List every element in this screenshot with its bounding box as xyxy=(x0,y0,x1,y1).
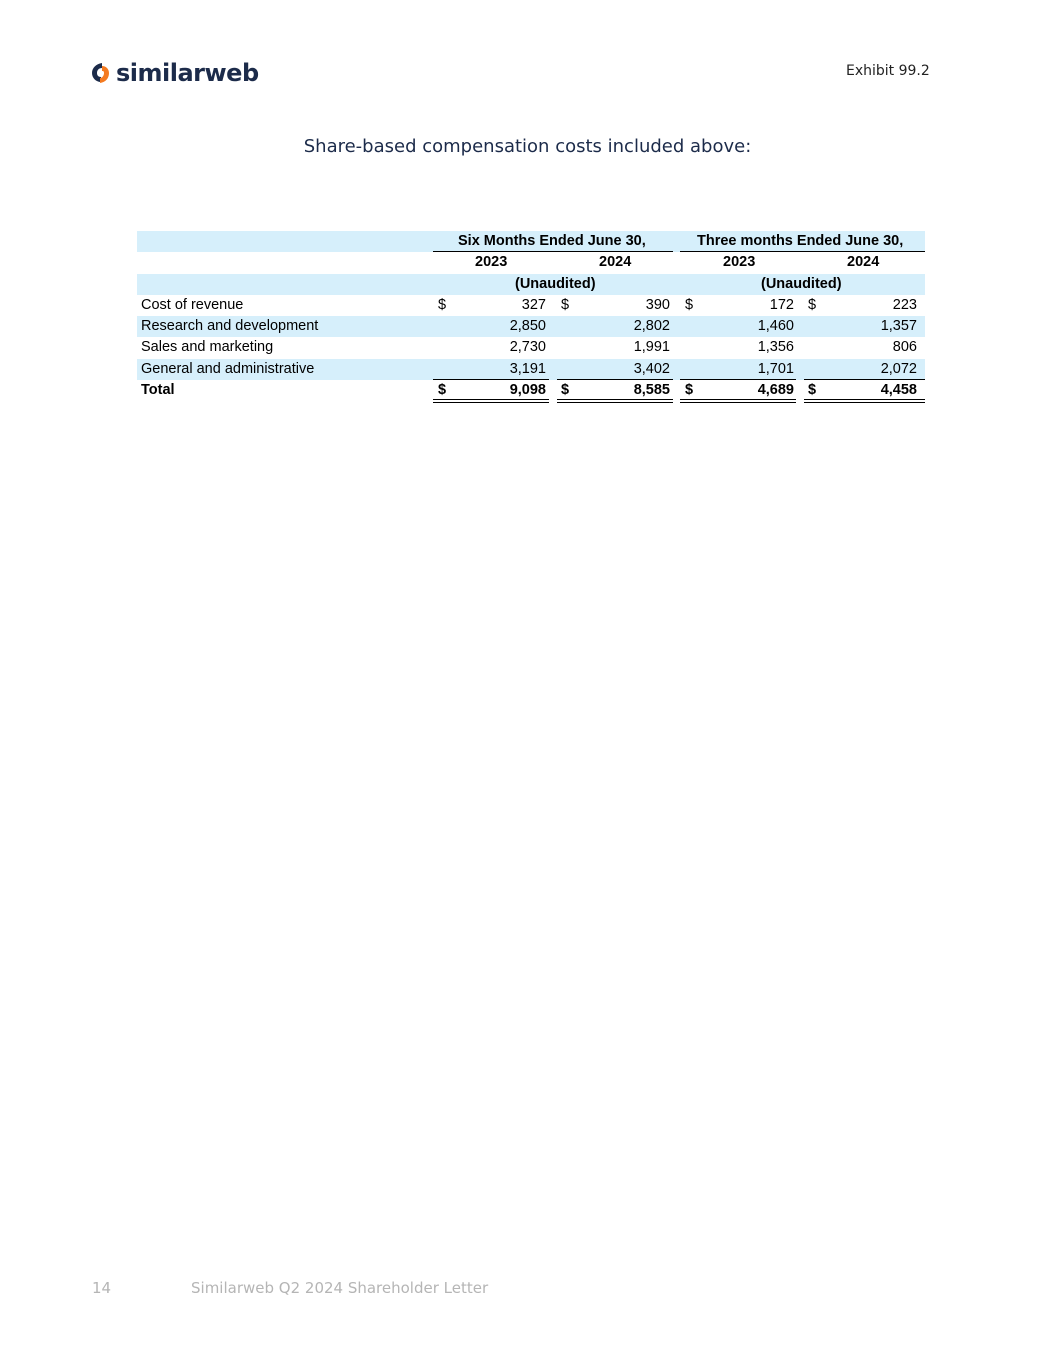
row-label: Sales and marketing xyxy=(141,339,274,356)
value-cell: 1,357 xyxy=(880,318,917,335)
table-row xyxy=(137,295,925,316)
total-value: 9,098 xyxy=(509,382,546,399)
total-label: Total xyxy=(141,382,175,399)
currency-symbol: $ xyxy=(561,296,570,313)
total-double-underline xyxy=(804,399,925,403)
value-cell: 2,850 xyxy=(509,318,546,335)
value-cell: 2,802 xyxy=(633,318,670,335)
table-years-row xyxy=(137,252,925,273)
group-header-three-months: Three months Ended June 30, xyxy=(697,233,904,249)
unaudited-label: (Unaudited) xyxy=(761,275,842,292)
value-cell: 327 xyxy=(521,296,546,313)
logo-wordmark: similarweb xyxy=(116,59,259,87)
value-cell: 1,991 xyxy=(633,339,670,356)
share-based-compensation-table xyxy=(137,231,925,401)
table-header-row xyxy=(137,231,925,252)
year-header: 2023 xyxy=(475,254,508,271)
page-number: 14 xyxy=(92,1279,112,1297)
row-label: Cost of revenue xyxy=(141,296,244,313)
footer-title: Similarweb Q2 2024 Shareholder Letter xyxy=(191,1279,489,1297)
currency-symbol: $ xyxy=(438,296,447,313)
currency-symbol: $ xyxy=(808,382,817,399)
value-cell: 390 xyxy=(645,296,670,313)
table-total-row xyxy=(137,380,925,401)
value-cell: 3,402 xyxy=(633,360,670,377)
table-row xyxy=(137,337,925,358)
value-cell: 172 xyxy=(769,296,794,313)
total-value: 8,585 xyxy=(633,382,670,399)
value-cell: 2,730 xyxy=(509,339,546,356)
currency-symbol: $ xyxy=(808,296,817,313)
total-double-underline xyxy=(680,399,796,403)
table-unaudited-row xyxy=(137,274,925,295)
year-header: 2023 xyxy=(723,254,756,271)
row-label: Research and development xyxy=(141,318,319,335)
table-row xyxy=(137,359,925,380)
group-header-six-months: Six Months Ended June 30, xyxy=(458,233,646,249)
table-row xyxy=(137,316,925,337)
unaudited-label: (Unaudited) xyxy=(515,275,596,292)
total-double-underline xyxy=(557,399,673,403)
year-header: 2024 xyxy=(599,254,632,271)
value-cell: 1,460 xyxy=(757,318,794,335)
year-header: 2024 xyxy=(847,254,880,271)
currency-symbol: $ xyxy=(685,382,694,399)
value-cell: 2,072 xyxy=(880,360,917,377)
total-value: 4,689 xyxy=(757,382,794,399)
similarweb-logo-icon xyxy=(88,60,112,86)
value-cell: 1,356 xyxy=(757,339,794,356)
value-cell: 1,701 xyxy=(757,360,794,377)
value-cell: 806 xyxy=(892,339,917,356)
currency-symbol: $ xyxy=(685,296,694,313)
total-double-underline xyxy=(433,399,549,403)
currency-symbol: $ xyxy=(561,382,570,399)
intro-text: Share-based compensation costs included above: xyxy=(303,136,752,157)
exhibit-label: Exhibit 99.2 xyxy=(846,63,930,79)
value-cell: 223 xyxy=(892,296,917,313)
currency-symbol: $ xyxy=(438,382,447,399)
row-label: General and administrative xyxy=(141,360,315,377)
total-value: 4,458 xyxy=(880,382,917,399)
similarweb-logo xyxy=(88,57,259,89)
value-cell: 3,191 xyxy=(509,360,546,377)
